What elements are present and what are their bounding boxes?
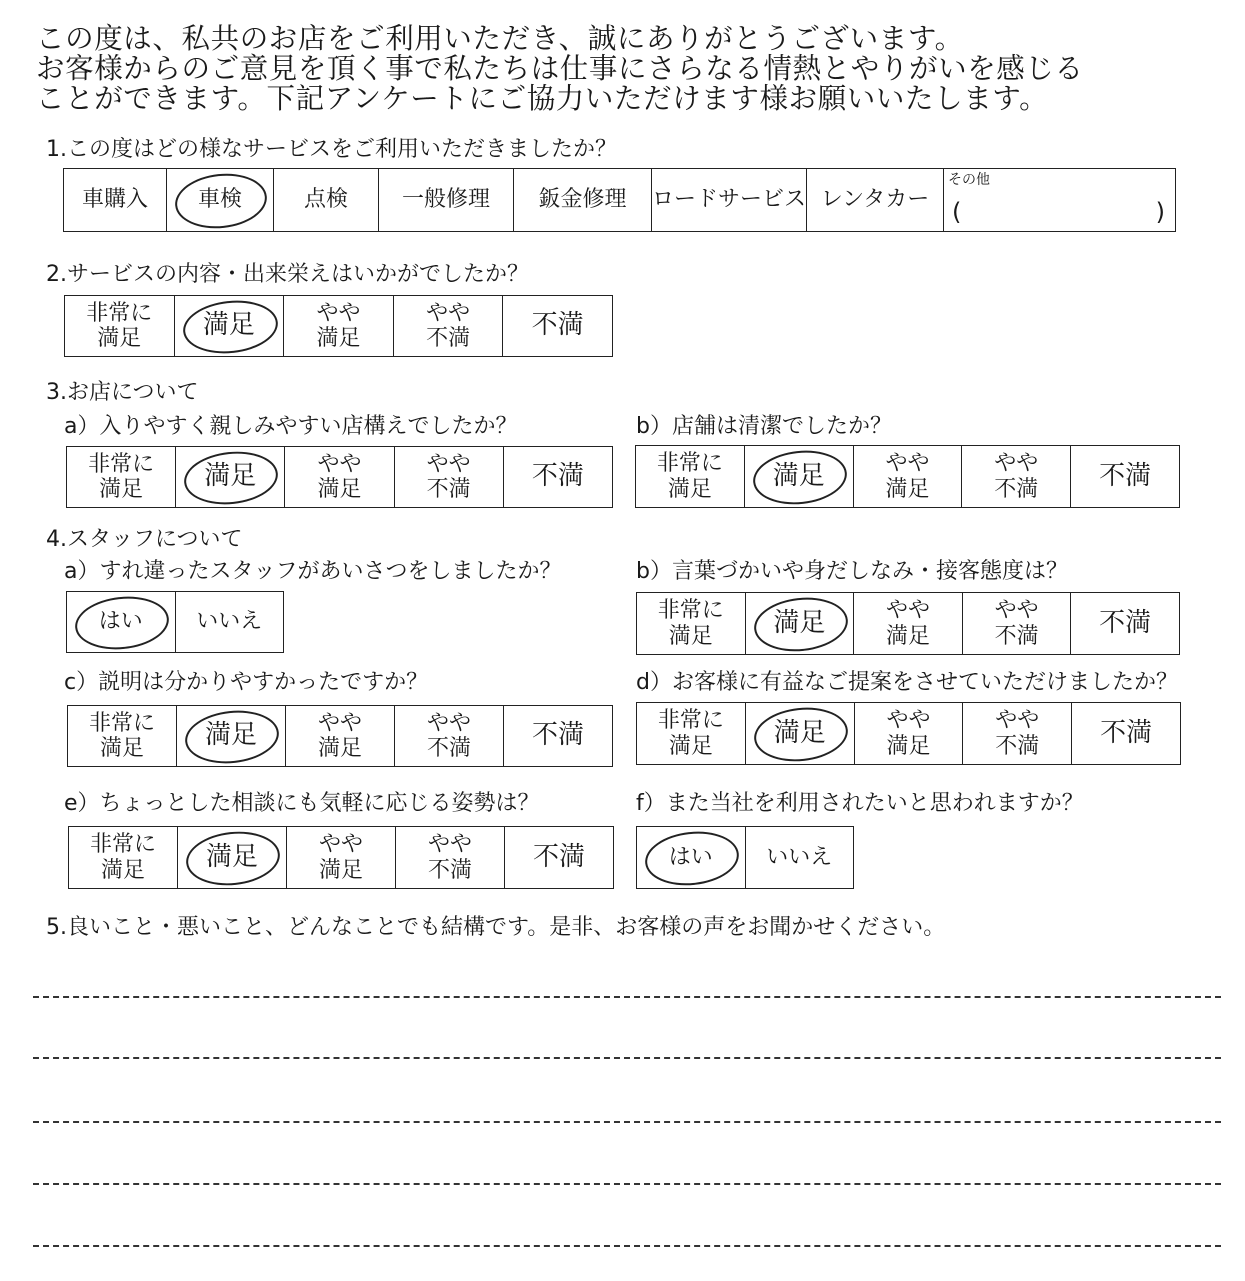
rating-somewhat-satisfied[interactable]: やや 満足 [287, 827, 396, 889]
rating-dissatisfied[interactable]: 不満 [503, 447, 612, 508]
option-shaken-selected[interactable]: 車検 [167, 169, 274, 232]
rating-very-satisfied[interactable]: 非常に 満足 [69, 827, 178, 889]
q3a-label: a）入りやすく親しみやすい店構えでしたか？ [64, 414, 518, 439]
intro-line-1: この度は、私共のお店をご利用いただき、誠にありがとうございます。 [36, 22, 964, 55]
q1-label: 1.この度はどの様なサービスをご利用いただきましたか？ [46, 137, 617, 162]
rating-very-satisfied[interactable]: 非常に 満足 [68, 706, 177, 767]
rating-satisfied-selected[interactable]: 満足 [745, 593, 854, 655]
rating-dissatisfied[interactable]: 不満 [503, 296, 613, 357]
rating-somewhat-satisfied[interactable]: やや 満足 [854, 593, 963, 655]
q4b-label: b）言葉づかいや身だしなみ・接客態度は？ [636, 559, 1068, 584]
option-other[interactable] [944, 169, 1176, 232]
q4c-rating [67, 705, 613, 767]
q4d-label: d）お客様に有益なご提案をさせていただけましたか？ [636, 670, 1178, 695]
comment-line-5[interactable] [33, 1245, 1221, 1247]
rating-dissatisfied[interactable]: 不満 [1072, 703, 1181, 765]
q4a-label: a）すれ違ったスタッフがあいさつをしましたか？ [64, 559, 562, 584]
rating-dissatisfied[interactable]: 不満 [1071, 446, 1180, 508]
rating-satisfied-selected[interactable]: 満足 [745, 703, 854, 765]
q5-label: 5.良いこと・悪いこと、どんなことでも結構です。是非、お客様の声をお聞かせください。 [46, 915, 946, 940]
q4c-label: c）説明は分かりやすかったですか？ [64, 670, 429, 695]
comment-line-4[interactable] [33, 1183, 1221, 1185]
q3b-label: b）店舗は清潔でしたか？ [636, 414, 892, 439]
q3b-rating [635, 445, 1180, 508]
rating-satisfied-selected[interactable]: 満足 [744, 446, 853, 508]
q2-rating [64, 295, 613, 357]
rating-dissatisfied[interactable]: 不満 [504, 706, 613, 767]
rating-somewhat-dissatisfied[interactable]: やや 不満 [963, 703, 1072, 765]
comment-line-1[interactable] [33, 996, 1221, 998]
rating-somewhat-dissatisfied[interactable]: やや 不満 [396, 827, 505, 889]
answer-no[interactable]: いいえ [175, 592, 284, 653]
rating-somewhat-satisfied[interactable]: やや 満足 [854, 703, 963, 765]
rating-somewhat-dissatisfied[interactable]: やや 不満 [962, 446, 1071, 508]
comment-line-3[interactable] [33, 1121, 1221, 1123]
q2-label: 2.サービスの内容・出来栄えはいかがでしたか？ [46, 262, 529, 287]
q3-label: 3.お店について [46, 380, 199, 405]
rating-somewhat-dissatisfied[interactable]: やや 不満 [393, 296, 503, 357]
rating-somewhat-satisfied[interactable]: やや 満足 [286, 706, 395, 767]
rating-very-satisfied[interactable]: 非常に 満足 [637, 593, 746, 655]
q4a-yesno [66, 591, 284, 653]
rating-satisfied-selected[interactable]: 満足 [176, 447, 285, 508]
other-paren-close: ) [1155, 198, 1165, 226]
option-car-purchase[interactable]: 車購入 [64, 169, 167, 232]
option-body-repair[interactable]: 鈑金修理 [514, 169, 652, 232]
q1-service-options [63, 168, 1176, 232]
option-road-service[interactable]: ロードサービス [652, 169, 807, 232]
rating-very-satisfied[interactable]: 非常に 満足 [636, 446, 745, 508]
rating-somewhat-satisfied[interactable]: やや 満足 [284, 296, 394, 357]
answer-no[interactable]: いいえ [745, 827, 854, 889]
rating-dissatisfied[interactable]: 不満 [505, 827, 614, 889]
q4d-rating [636, 702, 1181, 765]
answer-yes-selected[interactable]: はい [67, 592, 176, 653]
rating-satisfied-selected[interactable]: 満足 [177, 706, 286, 767]
other-paren-open: ( [952, 198, 962, 226]
option-rental-car[interactable]: レンタカー [807, 169, 944, 232]
comment-line-2[interactable] [33, 1057, 1221, 1059]
intro-line-2: お客様からのご意見を頂く事で私たちは仕事にさらなる情熱とやりがいを感じる [36, 52, 1084, 85]
rating-satisfied-selected[interactable]: 満足 [174, 296, 284, 357]
q4-label: 4.スタッフについて [46, 527, 243, 552]
rating-satisfied-selected[interactable]: 満足 [178, 827, 287, 889]
rating-very-satisfied[interactable]: 非常に 満足 [65, 296, 175, 357]
rating-somewhat-satisfied[interactable]: やや 満足 [285, 447, 394, 508]
rating-somewhat-dissatisfied[interactable]: やや 不満 [395, 706, 504, 767]
q4f-yesno [636, 826, 854, 889]
answer-yes-selected[interactable]: はい [637, 827, 746, 889]
rating-very-satisfied[interactable]: 非常に 満足 [637, 703, 746, 765]
option-general-repair[interactable]: 一般修理 [379, 169, 514, 232]
intro-line-3: ことができます。下記アンケートにご協力いただけます様お願いいたします。 [36, 82, 1049, 115]
q3a-rating [66, 446, 613, 508]
intro-text [36, 24, 1226, 114]
rating-somewhat-dissatisfied[interactable]: やや 不満 [394, 447, 503, 508]
rating-very-satisfied[interactable]: 非常に 満足 [67, 447, 176, 508]
rating-somewhat-dissatisfied[interactable]: やや 不満 [962, 593, 1071, 655]
option-inspection[interactable]: 点検 [274, 169, 379, 232]
rating-dissatisfied[interactable]: 不満 [1071, 593, 1180, 655]
rating-somewhat-satisfied[interactable]: やや 満足 [853, 446, 962, 508]
q4f-label: f）また当社を利用されたいと思われますか？ [636, 791, 1084, 816]
q4e-rating [68, 826, 614, 889]
q4e-label: e）ちょっとした相談にも気軽に応じる姿勢は？ [64, 791, 540, 816]
q4b-rating [636, 592, 1180, 655]
other-label: その他 [948, 172, 991, 188]
